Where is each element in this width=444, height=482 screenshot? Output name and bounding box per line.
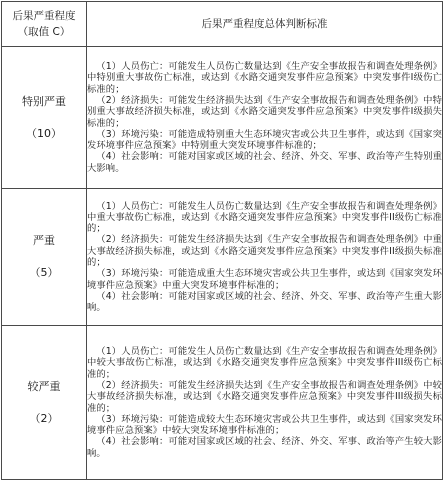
- criteria-item: （4）社会影响：可能对国家或区域的社会、经济、外交、军事、政治等产生较大影响。: [87, 436, 442, 459]
- criteria-item: （4）社会影响：可能对国家或区域的社会、经济、外交、军事、政治等产生特别重大影响。: [87, 151, 442, 174]
- criteria-item: （2）经济损失：可能发生经济损失达到《生产安全事故报告和调查处理条例》中较大事故经济损失标准，或达到《水路交通突发事件应急预案》中突发事件III级损失标准的；: [87, 379, 442, 414]
- severity-level-header-line-2: （取值 C）: [17, 26, 71, 38]
- criteria-item: （4）社会影响：可能对国家或区域的社会、经济、外交、军事、政治等产生重大影响。: [87, 290, 442, 314]
- criteria-item: （1）人员伤亡：可能发生人员伤亡数量达到《生产安全事故报告和调查处理条例》中重大事故伤亡标准，或达到《水路交通突发事件应急预案》中突发事件II级伤亡标准的；: [87, 200, 442, 235]
- severity-level-value: （5）: [29, 266, 59, 279]
- table-row: [2, 189, 443, 326]
- severity-criteria-table: [1, 1, 443, 480]
- severity-level-name: 严重: [33, 234, 55, 247]
- table-row: [2, 47, 443, 189]
- criteria-cell: [87, 47, 443, 189]
- criteria-item: （3）环境污染：可能造成较大生态环境灾害或公共卫生事件，或达到《国家突发环境事件应急预案》中较大突发环境事件标准的；: [87, 413, 442, 437]
- severity-level-value: （2）: [29, 411, 59, 425]
- criteria-item: （1）人员伤亡：可能发生人员伤亡数量达到《生产安全事故报告和调查处理条例》中特别重大事故伤亡标准，或达到《水路交通突发事件应急预案》中突发事件I级伤亡标准的；: [87, 61, 442, 95]
- severity-level-column-header: [2, 2, 87, 47]
- severity-level-value: （10）: [26, 126, 62, 140]
- severity-level-cell: [2, 326, 87, 480]
- table-header-row: [2, 2, 443, 47]
- severity-level-name: 较严重: [27, 379, 61, 393]
- criteria-cell: [87, 189, 443, 326]
- table-row: [2, 326, 443, 480]
- criteria-cell: [87, 326, 443, 480]
- severity-level-cell: [2, 189, 87, 326]
- criteria-item: （3）环境污染：可能造成重大生态环境灾害或公共卫生事件，或达到《国家突发环境事件应急预案》中重大突发环境事件标准的；: [87, 268, 442, 291]
- criteria-item: （2）经济损失：可能发生经济损失达到《生产安全事故报告和调查处理条例》中重大事故经济损失标准，或达到《水路交通突发事件应急预案》中突发事件II级损失标准的；: [87, 234, 442, 268]
- severity-level-cell: [2, 47, 87, 189]
- criteria-column-header: 后果严重程度总体判断标准: [87, 2, 443, 47]
- criteria-item: （2）经济损失：可能发生经济损失达到《生产安全事故报告和调查处理条例》中特别重大事故经济损失标准，或达到《水路交通突发事件应急预案》中突发事件I级损失标准的；: [87, 94, 442, 129]
- severity-level-header-line-1: 后果严重程度: [12, 10, 76, 22]
- criteria-item: （3）环境污染：可能造成特别重大生态环境灾害或公共卫生事件，或达到《国家突发环境事件应急预案》中特别重大突发环境事件标准的；: [87, 128, 442, 152]
- severity-level-name: 特别严重: [22, 94, 66, 108]
- criteria-item: （1）人员伤亡：可能发生人员伤亡数量达到《生产安全事故报告和调查处理条例》中较大事故伤亡标准，或达到《水路交通突发事件应急预案》中突发事件III级伤亡标准的；: [87, 346, 442, 380]
